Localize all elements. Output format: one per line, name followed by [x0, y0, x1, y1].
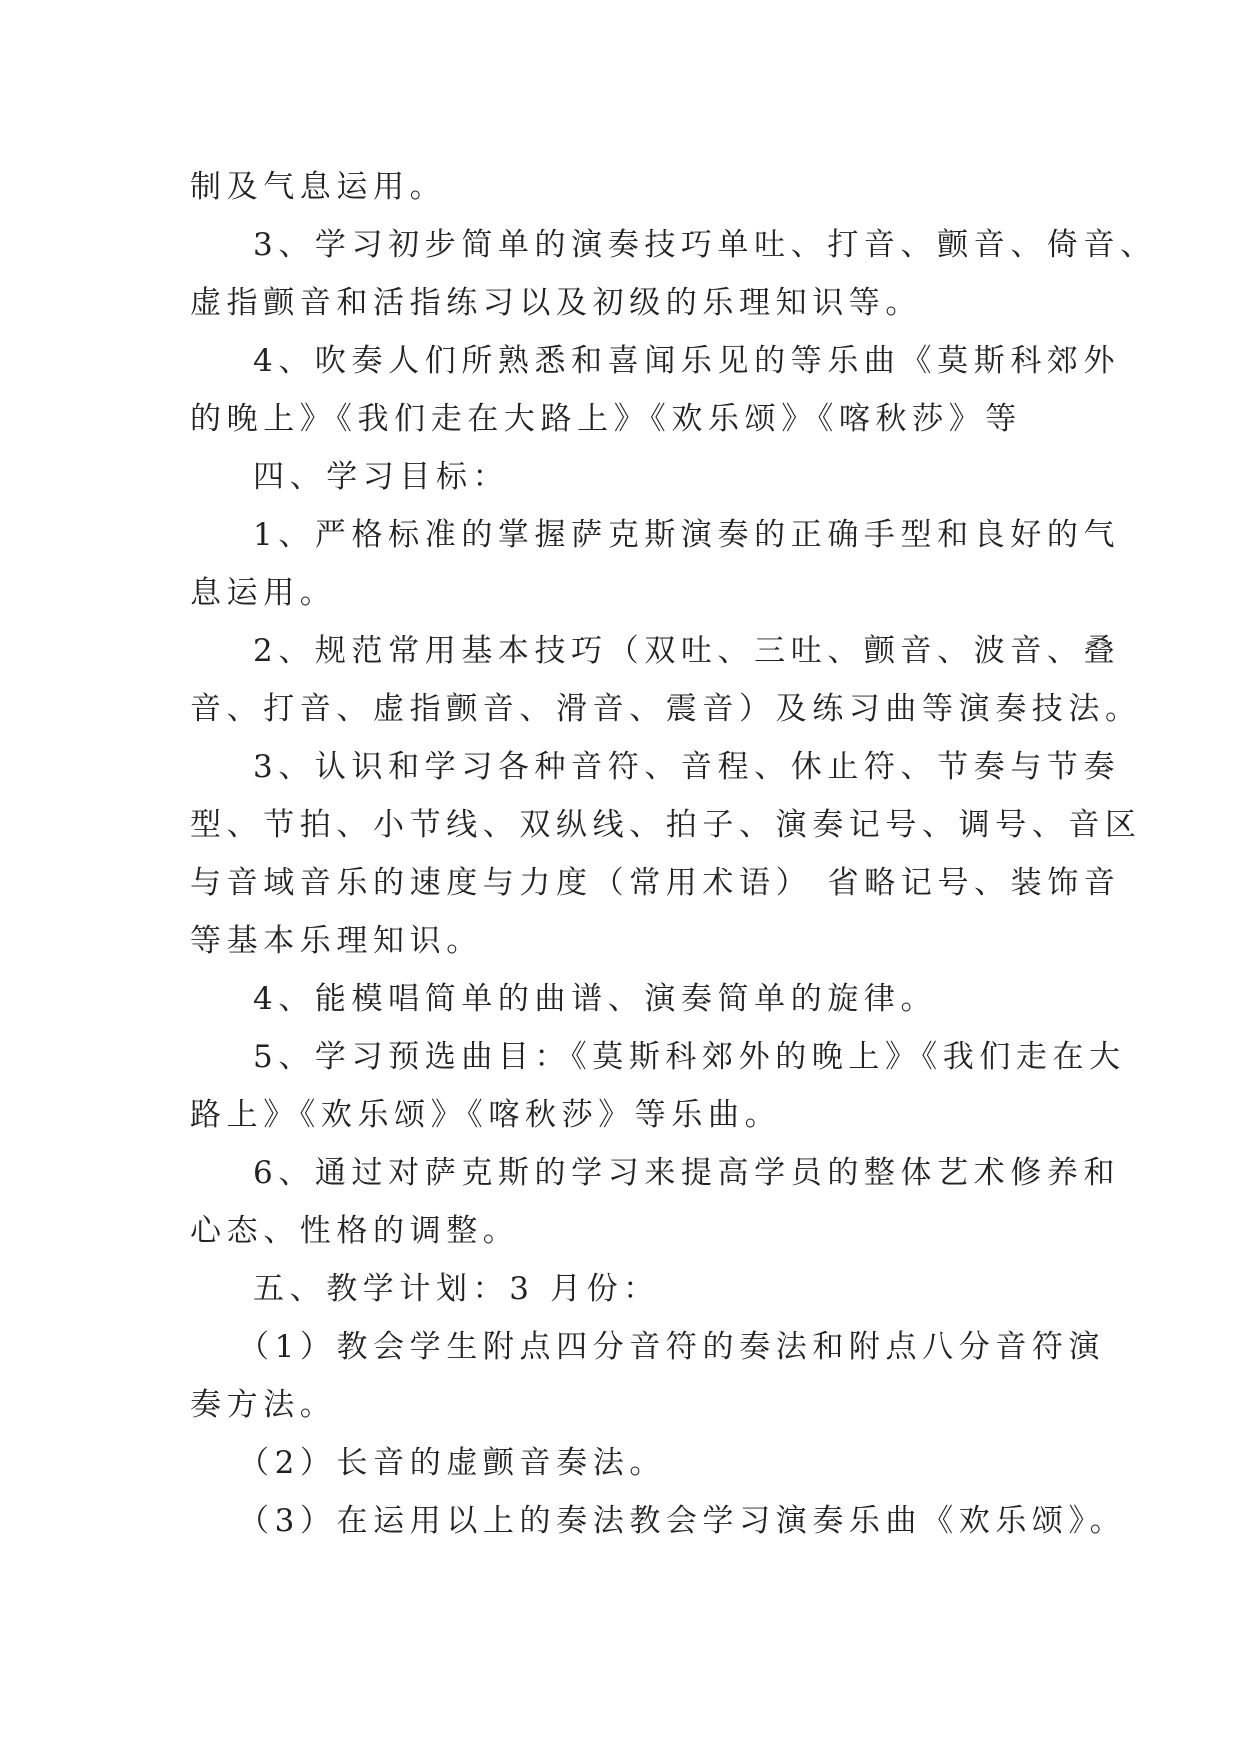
- text-line: 4、吹奏人们所熟悉和喜闻乐见的等乐曲《莫斯科郊外: [253, 343, 1121, 379]
- text-line: 5、学习预选曲目：《莫斯科郊外的晚上》《我们走在大: [253, 1039, 1126, 1075]
- text-line: （2）长音的虚颤音奏法。: [238, 1445, 666, 1481]
- text-line: 虚指颤音和活指练习以及初级的乐理知识等。: [190, 285, 922, 321]
- text-line: 等基本乐理知识。: [190, 923, 483, 959]
- text-line: 4、能模唱简单的曲谱、演奏简单的旋律。: [253, 981, 938, 1017]
- document-body: [190, 158, 1157, 1550]
- section-heading: 四、学习目标：: [253, 459, 510, 495]
- text-line: 路上》《欢乐颂》《喀秋莎》等乐曲。: [190, 1097, 782, 1133]
- text-line: 息运用。: [190, 575, 337, 611]
- text-line: 制及气息运用。: [190, 169, 447, 205]
- text-line: 奏方法。: [190, 1387, 337, 1423]
- text-line: 3、学习初步简单的演奏技巧单吐、打音、颤音、倚音、: [253, 227, 1157, 263]
- text-line: 心态、性格的调整。: [190, 1213, 520, 1249]
- text-line: 1、严格标准的掌握萨克斯演奏的正确手型和良好的气: [253, 517, 1121, 553]
- text-line: 型、节拍、小节线、双纵线、拍子、演奏记号、调号、音区: [190, 807, 1142, 843]
- text-line: 3、认识和学习各种音符、音程、休止符、节奏与节奏: [253, 749, 1121, 785]
- text-line: 的晚上》《我们走在大路上》《欢乐颂》《喀秋莎》等: [190, 401, 1022, 437]
- text-line: 2、规范常用基本技巧（双吐、三吐、颤音、波音、叠: [253, 633, 1121, 669]
- text-line: 6、通过对萨克斯的学习来提高学员的整体艺术修养和: [253, 1155, 1121, 1191]
- text-line: （1）教会学生附点四分音符的奏法和附点八分音符演: [238, 1329, 1106, 1365]
- text-line: 音、打音、虚指颤音、滑音、震音）及练习曲等演奏技法。: [190, 691, 1142, 727]
- text-line: （3）在运用以上的奏法教会学习演奏乐曲《欢乐颂》。: [238, 1503, 1127, 1539]
- section-heading: 五、教学计划：3 月份：: [253, 1271, 660, 1307]
- text-line: 与音域音乐的速度与力度（常用术语） 省略记号、装饰音: [190, 865, 1121, 901]
